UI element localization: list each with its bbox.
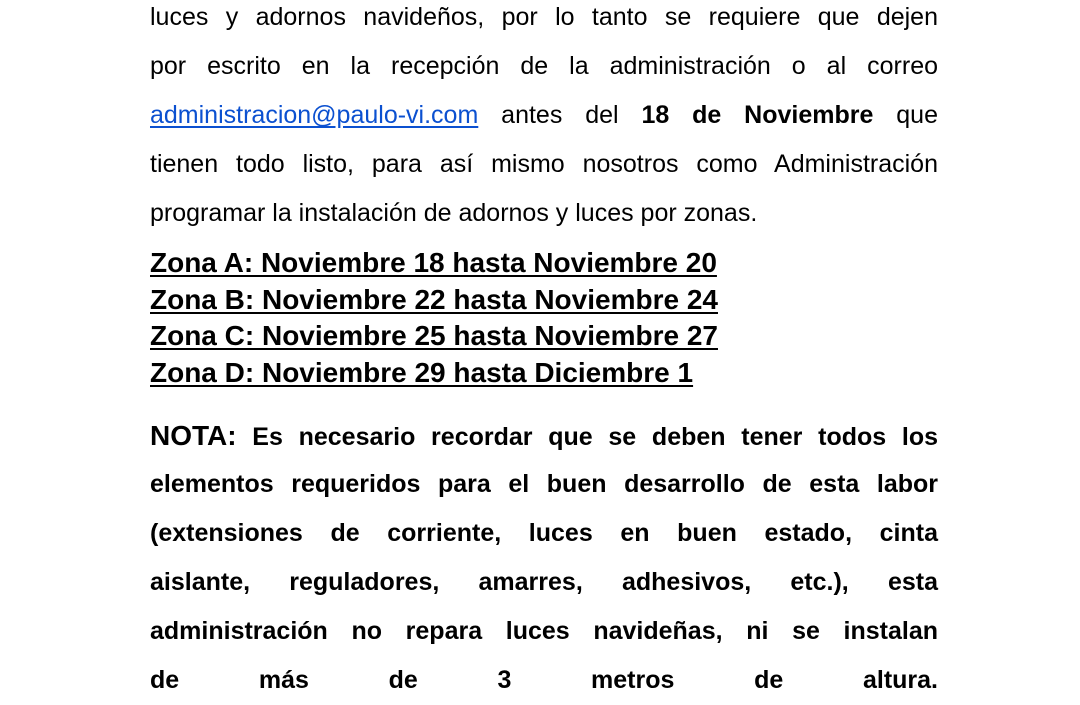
nota-line: aislante, reguladores, amarres, adhesivos, etc.), esta <box>150 568 938 596</box>
paragraph-text: antes del <box>478 101 642 129</box>
paragraph-line: luces y adornos navideños, por lo tanto se requiere que dejen <box>150 3 938 31</box>
deadline-date: 18 de Noviembre <box>641 101 874 129</box>
instructions-paragraph <box>150 0 938 238</box>
nota-label: NOTA: <box>150 420 237 451</box>
nota-line <box>150 411 938 460</box>
zone-a-schedule: Zona A: Noviembre 18 hasta Noviembre 20 <box>150 247 717 278</box>
nota-line: (extensiones de corriente, luces en buen estado, cinta <box>150 519 938 547</box>
nota-line: de más de 3 metros de altura. <box>150 666 938 694</box>
nota-paragraph <box>150 411 938 705</box>
paragraph-line: programar la instalación de adornos y luces por zonas. <box>150 199 758 227</box>
zone-schedule <box>150 245 950 391</box>
nota-text: Es necesario recordar que se deben tener todos los <box>236 423 938 451</box>
paragraph-text: que <box>873 101 938 129</box>
paragraph-line: tienen todo listo, para así mismo nosotros como Administración <box>150 150 938 178</box>
email-link[interactable]: administracion@paulo-vi.com <box>150 101 479 129</box>
paragraph-line <box>150 91 938 140</box>
paragraph-line: por escrito en la recepción de la administración o al correo <box>150 52 938 80</box>
zone-c-schedule: Zona C: Noviembre 25 hasta Noviembre 27 <box>150 320 718 351</box>
zone-d-schedule: Zona D: Noviembre 29 hasta Diciembre 1 <box>150 356 694 388</box>
nota-line: administración no repara luces navideñas, ni se instalan <box>150 617 938 645</box>
zone-b-schedule: Zona B: Noviembre 22 hasta Noviembre 24 <box>150 283 718 315</box>
nota-line: elementos requeridos para el buen desarrollo de esta labor <box>150 470 938 498</box>
